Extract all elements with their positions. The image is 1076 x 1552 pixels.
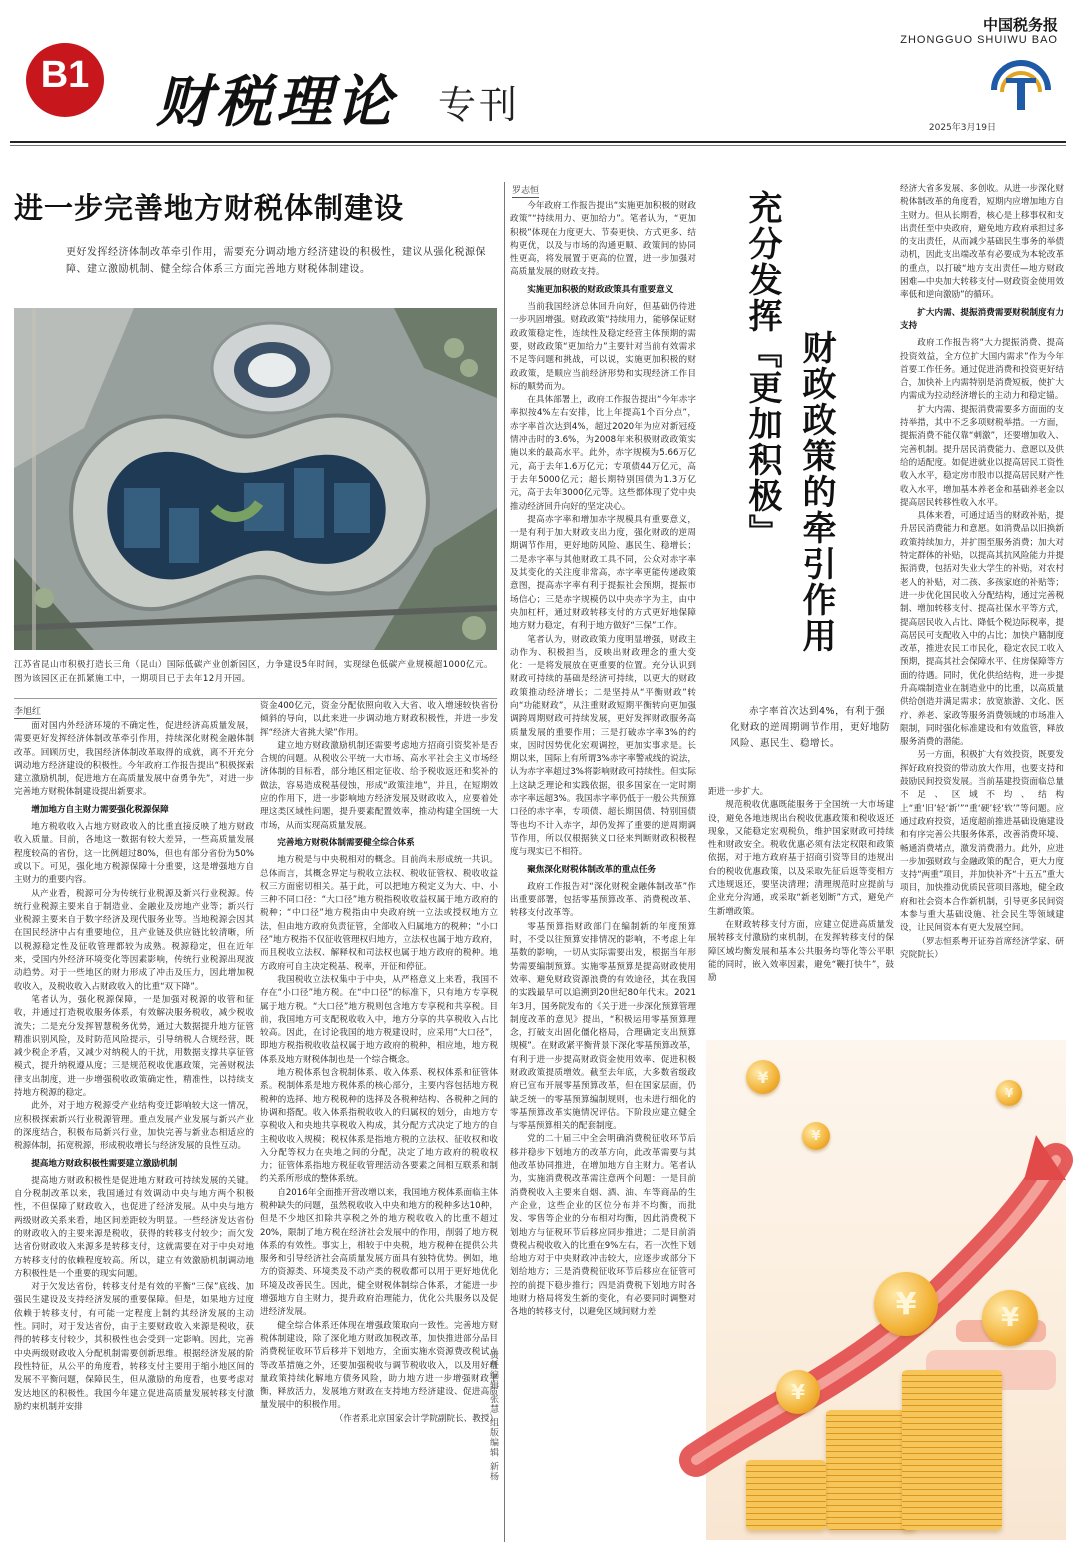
paragraph: 另一方面，积极扩大有效投资，既要发挥好政府投资的带动放大作用，也要支持和鼓励民间投资发展。当前基建投资面临总量不足、区域不均、结构上“重‘旧’轻‘新’”“重‘硬’轻‘软’”等问题。应通过政府投资，适度超前推进基础设施建设和有序完善公共服务体系，改善消费环境、畅通消费堵点，激发消费潜力。此外，应进一步加强财政与金融政策的配合，更大力度支持“两重”项目，并加快补齐“十五五”重大项目，加快推动优质民营项目落地，健全政府和社会资本合作新机制，引导更多民间资本参与重大基础设施、社会民生等领域建设，让民间资本有更大发展空间。 [900, 750, 1064, 934]
paragraph: 对于欠发达省份，转移支付是有效的平衡“三保”底线、加强民生建设及支持经济发展的重要保障。但是，如果地方过度依赖于转移支付，有可能一定程度上制约其经济发展的主动性。同时，对于发达省份，由于主要财政收入来源是税收，获得的转移支付较少，其积极性也会受到一定影响。因此，完善中央两级财政收入分配机制需要创新思维。根据经济发展的阶段性特征，从公平的角度看，转移支付主要用于缩小地区间的发展不平衡问题，保障民生，但从激励的角度看，也要考虑对发达地区的积极性。我国今年建立促进高质量发展转移支付激励约束机制并安排 [14, 1282, 254, 1412]
page-code: B1 [40, 54, 90, 96]
paragraph: 当前我国经济总体回升向好，但基础仍待进一步巩固增强。财政政策“持续用力，能够保证财政政策稳定性，连续性及稳定经营主体预期的需要，财政政策“更加给力”主要针对当前有效需求不足等问题和挑战，可以说，实施更加积极的财政政策，是顺应当前经济形势和实现经济工作目标的顺势而为。 [510, 302, 696, 392]
article1-photo [14, 308, 497, 650]
article2-deck: 赤字率首次达到4%，有利于强化财政的逆周期调节作用，更好地防风险、惠民生、稳增长。 [730, 706, 891, 749]
caption-rule [14, 698, 497, 699]
paragraph: 距进一步扩大。 [708, 787, 769, 797]
paragraph: 笔者认为，财政政策力度明显增强，财政主动作为、积极担当，反映出财政理念的重大变化：一是将发展放在更重要的位置。充分认识到财政可持续的基础是经济可持续，以更大的财政政策推动经济增长；二是坚持从“平衡财政”转向“功能财政”，从注重财政短期平衡转向更加强调跨周期财政可持续发展，更好发挥财政服务高质量发展的重要作用；三是打破赤字率3%的约束，因时因势优化宏观调控，更加实事求是。长期以来，国际上有所谓3%赤字率警戒线的说法，认为赤字率超过3%将影响财政可持续性。但实际上这缺乏理论和实践依据，很多国家在一定时期赤字率远超3%。我国赤字率仍低于一般公共预算口径的赤字率，专项债、超长期国债、特别国债等也均不计入赤字，却仍发挥了重要的逆周期调节作用，所以仅根据狭义口径来判断财政积极程度与现实已不相符。 [510, 634, 696, 858]
paragraph: 笔者认为，强化税源保障，一是加强对税源的收管和征收，并通过打造税收服务体系，有效解决服务税收，减少税收流失；二是充分发挥智慧税务优势，通过大数据提升地方征管精准识别风险，及时防范风险提示，引导纳税人合规经营，既减少税企矛盾，又减少对纳税人的干扰，用数据支撑共享征管模式，提升纳税遵从度；三是规范税收优惠政策，完善财税法律支出制度，进一步增强税收政策确定性，精准性，以持续支持地方税源的稳定。 [14, 994, 254, 1099]
paragraph: 政府工作报告将“大力提振消费、提高投资效益，全方位扩大国内需求”作为今年首要工作任务。通过促进消费和投资更好结合，加快补上内需特别是消费短板，使扩大内需成为拉动经济增长的主动力和稳定锚。 [900, 338, 1064, 402]
paragraph: 提高赤字率和增加赤字规模具有重要意义，一是有利于加大财政支出力度，强化财政的逆周期调节作用，更好地防风险、惠民生、稳增长；二是赤字率与其他财政工具不同，公众对赤字率及其变化的关注度非常高，赤字率更能传递政策意图，提高赤字率有利于提振社会预期，提振市场信心；三是赤字规模仍以中央赤字为主，由中央加杠杆，通过财政转移支付的方式更好地保障地方财力稳定，有利于地方做好“三保”工作。 [510, 514, 696, 632]
paper-name-en: ZHONGGUO SHUIWU BAO [900, 34, 1058, 46]
article2-author: 罗志恒 [512, 183, 539, 198]
subheading: 扩大内需、提振消费需要财税制度有力支持 [900, 307, 1064, 331]
article2-title-line1: 充分发挥『更加积极』 [742, 190, 782, 550]
author-note: （作者系北京国家会计学院副院长、教授） [334, 1413, 498, 1424]
paragraph: 扩大内需、提振消费需要多方面面的支持举措，其中不乏多项财税举措。一方面，提振消费不能仅靠“刺激”，还要增加收入、完善机制。提升居民消费能力、意愿以及供给的适配度。如促进就业以提高居民工资性收入水平，稳定房市股市以提高居民财产性收入水平，增加基本养老金和基础养老金以提高居民转移性收入水平。 [900, 404, 1064, 508]
coin-stack [746, 1460, 826, 1530]
coin-icon: ¥ [874, 1272, 938, 1336]
section-subtitle: 专刊 [438, 83, 521, 127]
subheading: 完善地方财税体制需要健全综合体系 [277, 837, 415, 848]
article1-title: 进一步完善地方财税体制建设 [14, 191, 405, 225]
subheading: 聚焦深化财税体制改革的重点任务 [527, 864, 657, 875]
paragraph: 在具体部署上，政府工作报告提出“今年赤字率拟按4%左右安排，比上年提高1个百分点”，赤字率首次达到4%，超过2020年为应对新冠疫情冲击时的3.6%，为2008年来积极财政政策实施以来的最高水平。此外，赤字规模为5.66万亿元，高于去年1.6万亿元；专项债44万亿元，高于去年5000亿元；超长期特别国债为1.3万亿元，高于去年3000亿元等。这些都体现了党中央推动经济回升向好的坚定决心。 [510, 395, 696, 512]
subheading: 实施更加积极的财政政策具有重要意义 [527, 284, 674, 295]
editor-credit: 责任编辑 张慧 组版编辑 新杨 [488, 1350, 498, 1482]
paragraph: 地方税体系包含税制体系、收入体系、税权体系和征管体系。税制体系是地方税体系的核心部分，主要内容包括地方税税种的选择、地方税税种的选择及各税种结构、各税种之间的协调和搭配。收入体系指税收收入的归属权的划分，由地方专享税收入和央地共享税收入构成，其分配方式决定了地方的自主税收收入规模；税权体系是指地方税的立法权、征收权和收入分配等权力在央地之间的分配，决定了地方政府的税收权力；征管体系指地方税征收管理活动各要素之间相互联系和制约关系所形成的整体系统。 [260, 1068, 498, 1185]
author-note: （罗志恒系粤开证券首席经济学家、研究院院长） [900, 936, 1064, 960]
paragraph: 在财政转移支付方面，应建立促进高质量发展转移支付激励约束机制，在发挥转移支付的保障区域均衡发展和基本公共服务均等化等公平职能的同时，嵌入效率因素，避免“鞭打快牛”，鼓励 [708, 919, 894, 984]
paragraph: 此外，对于地方税源受产业结构变迁影响较大这一情况，应积极探索新兴行业税源管理。重点发展产业发展与新兴产业的深度结合，积极布局新兴行业，加快完善与新业态相适应的税源体制，拓宽税源，形成税收增长与经济发展的良性互动。 [14, 1101, 254, 1152]
paragraph: 健全综合体系还体现在增强政策取向一致性。完善地方财税体制建设，除了深化地方财政加税改革，加快推进部分品目消费税征收环节后移并下划地方，全面实施水资源费改税试点等改革措施之外，还要加强税收与调节税收收入，以及用好增量政策持续化解地方债务风险，助力地方进一步增强财政平衡，释放活力，发展地方财政在支持地方经济建设、促进高质量发展中的积极作用。 [260, 1320, 498, 1411]
paper-name-cn: 中国税务报 [982, 16, 1058, 34]
coin-icon: ¥ [776, 1370, 820, 1414]
coin-icon: ¥ [982, 1290, 1038, 1346]
article2-column-5 [900, 183, 1064, 1023]
article1-column-1 [14, 720, 254, 1538]
coin-icon: ¥ [996, 1080, 1022, 1106]
header-rule [10, 141, 1066, 143]
article1-author: 李旭红 [14, 704, 41, 719]
article1-photo-caption: 江苏省昆山市积极打造长三角（昆山）国际低碳产业创新园区，力争建设5年时间，实现绿色低碳产业规模超1000亿元。图为该园区正在抓紧施工中，一期项目已于去年12月开园。 [14, 660, 494, 684]
article2-title-line2: 财政政策的牵引作用 [796, 330, 836, 654]
article2-column-3 [510, 200, 696, 1536]
paragraph: 提高地方财政积极性是促进地方财政可持续发展的关键。自分税制改革以来，我国通过有效调动中央与地方两个积极性，不但保障了财政收入，也促进了经济发展。从中央与地方两级财政关系来看，地区间差距较为明显。一些经济发达省份的财政收入的主要来源是税收，获得的转移支付较少；而欠发达省份财政收入来源多是转移支付，这就需要在对于中央对地方转移支付的依赖程度较高。所以，建立有效激励机制调动地方积极性是一个重要的现实问题。 [14, 1175, 254, 1279]
paragraph: 经济大省多发展、多创收。从进一步深化财税体制改革的角度看，短期内应增加地方自主财力。但从长期看，核心是上移事权和支出责任至中央政府，避免地方政府承担过多的支出责任，从而减少基础民生事务的举债动机，因此支出端改革有必要成为本轮改革的重点，以打破“地方支出责任—地方财政困难—中央加大转移支付—财政资金使用效率低和逆向激励”的循环。 [900, 184, 1064, 301]
coin-icon: ¥ [746, 1060, 780, 1094]
article-divider [504, 182, 505, 1542]
header-rule-thin [10, 145, 1066, 146]
coin-stack [902, 1370, 1002, 1530]
issue-date: 2025年3月19日 [928, 123, 996, 133]
paragraph: 零基预算指财政部门在编制新的年度预算时，不受以往预算安排情况的影响，不考虑上年基数的影响，一切从实际需要出发，根据当年形势需要编制预算。实施零基预算是提高财政使用效率、避免财政资源浪费的有效途径，其在我国的实践最早可以追溯到20世纪80年代末。2021年3月，国务院发布的《关于进一步深化预算管理制度改革的意见》提出，“积极运用零基预算理念，打破支出固化僵化格局，合理确定支出预算规模”。在财政紧平衡背景下深化零基预算改革，有利于进一步提高财政资金使用效率、促进积极财政政策提质增效。截至去年底，大多数省级政府已宣布开展零基预算改革，但在国家层面，仍缺乏统一的零基预算编制规则，也未进行细化的零基预算改革实施情况评估。下阶段应建立健全与零基预算相关的配套制度。 [510, 921, 696, 1132]
paragraph: 地方税是与中央税相对的概念。目前尚未形成统一共识。总体而言，其概念界定与税收立法权、税收征管权、税收收益权三方面密切相关。基于此，可以把地方税定义为大、中、小三种不同口径：“大口径”地方税指税收收益权属于地方政府的税种；“中口径”地方税指由中央政府统一立法或授权地方立法，但由地方政府负责征管，全部收入归属地方的税种；“小口径”地方税指不仅征收管理权归地方，立法权也属于地方政府，而且税收立法权、解释权和司法权也属于地方政府的税种。地方政府可自主决定税基、税率，开征和停征。 [260, 855, 498, 972]
paragraph: 地方税收收入占地方财政收入的比重直接反映了地方财政收入质量。目前，各地这一数据有较大差异，一些高质量发展程度较高的省份，这一比例超过80%，但也有部分省份为50%或以下。可见，强化地方税源保障十分重要，这是增强地方自主财力的重要内容。 [14, 822, 254, 886]
article1-deck: 更好发挥经济体制改革牵引作用，需要充分调动地方经济建设的积极性，建议从强化税源保障、建立激励机制、健全综合体系三方面完善地方财税体制建设。 [66, 247, 486, 275]
paragraph: 具体来看，可通过适当的财政补贴，提升居民消费能力和意愿。如消费品以旧换新政策持续加力，并扩围至服务消费；加大对特定群体的补贴，以提高其抗风险能力并提振消费，包括对失业大学生的补贴，对农村老人的补贴，对二孩、多孩家庭的补贴等；进一步优化国民收入分配结构，通过完善税制、增加转移支付、提高社保水平等方式，提高居民收入占比、降低个税边际税率，提高居民可支配收入中的占比；加快户籍制度改革，推进农民工市民化，稳定农民工收入预期，提高其社会保障水平、住房保障等方面的待遇。同时，优化供给结构，进一步提升高端制造业在制造业中的比重，以高质量供给创造并满足需求；放宽旅游、文化、医疗、养老、家政等服务消费领域的市场准入限制，同时强化标准建设和有效监管，释放服务消费的潜能。 [900, 511, 1064, 748]
article1-column-2 [260, 700, 498, 1538]
subheading: 增加地方自主财力需要强化税源保障 [31, 804, 169, 815]
paragraph: 政府工作报告对“深化财税金融体制改革”作出重要部署，包括零基预算改革、消费税改革、转移支付改革等。 [510, 881, 696, 919]
paragraph: 资金400亿元，资金分配依照向收入大省、收入增速较快省份倾斜的导向，以此来进一步调动地方财政积极性，并进一步发挥“经济大省挑大梁”作用。 [260, 701, 498, 738]
coin-icon: ¥ [802, 1122, 830, 1150]
paragraph: 自2016年全面推开营改增以来，我国地方税体系面临主体税种缺失的问题，虽然税收收入中央和地方的税种多达10种，但是不少地区扣除共享税之外的地方税收收入的比重不超过20%，限制了地方税在经济社会发展中的作用，削弱了地方税体系的有效性。事实上，相较于中央税，地方税种在提供公共服务和引导经济社会高质量发展方面具有独特优势。例如，地方的资源类、环境类及不动产类的税收都可以用于更好地优化环境及改善民生。因此，健全财税体制综合体系，才能进一步增强地方自主财力，提升政府治理能力，优化公共服务以及促进经济发展。 [260, 1187, 498, 1318]
paragraph: 建立地方财政激励机制还需要考虑地方招商引资奖补是否合规的问题。从税收公平统一大市场、高水平社会主义市场经济体制的目标看，部分地区相定征收、给予税收返还和奖补的做法，容易造成税基侵蚀，形成“政策洼地”，并且，在短期效应的作用下，进一步影响地方经济发展及财政收入，应要着处理这类区域性问题，提升要素配置效率，推动构建全国统一大市场，从而实现高质量发展。 [260, 740, 498, 831]
paper-logo [988, 60, 1054, 116]
section-title: 财税理论 [156, 69, 396, 135]
paragraph: 规范税收优惠既能服务于全国统一大市场建设，避免各地违规出台税收优惠政策和税收返还现象，又能稳定宏观税负，维护国家财政可持续性和财政安全。税收优惠必须有法定权限和政策依据，对于地方政府基于招商引资等目的违规出台的税收优惠政策，以及采取先征后返等变相方式违规返还，要坚决清理；清理规范时应提前与企业充分沟通，或采取“新老划断”方式，避免产生新增政策。 [708, 800, 894, 917]
article2-column-4 [708, 786, 894, 984]
coin-illustration [706, 1040, 1066, 1540]
subheading: 提高地方财政积极性需要建立激励机制 [31, 1158, 178, 1169]
paragraph: 今年政府工作报告提出“实施更加积极的财政政策”“持续用力、更加给力”。笔者认为，“更加积极”体现在力度更大、节奏更快、方式更多、结构更优，以及与市场的沟通更顺、政策间的协同性更高，将发展置于更高的位置，进一步加强对高质量发展的财政支持。 [510, 201, 696, 278]
paragraph: 从产业看，税源可分为传统行业税源及新兴行业税源。传统行业税源主要来自于制造业、金融业及房地产业等；新兴行业税源主要来自于数字经济及现代服务业等。当地税源会因其在国民经济中占有重要地位，且产业链及供应链比较清晰，所以税源稳定性及征收管理都较为成熟。税源稳定，但在近年来，受国内外经济环境变化等因素影响，传统行业税源出现波动趋势。对于一些地区的财力形成了冲击及压力，因此增加税收收入，及税收收入占财政收入的比重“双下降”。 [14, 888, 254, 992]
paragraph: 面对国内外经济环境的不确定性，促进经济高质量发展，需要更好发挥经济体制改革牵引作用，持续深化财税金融体制改革。回顾历史，我国经济体制改革取得的成就，离不开充分调动地方经济建设的积极性。今年政府工作报告提出“积极探索建立激励机制，促进地方在高质量发展中奋勇争先”，对进一步完善地方财税体制建设提出新要求。 [14, 721, 254, 798]
paragraph: 党的二十届三中全会明确消费税征收环节后移并稳步下划地方的改革方向，此改革需要与其他改革协同推进，在增加地方自主财力。笔者认为，实施消费税改革需注意两个问题：一是目前消费税收入主要来自烟、酒、油、车等商品的生产企业，这些企业的区位分布并不均衡，而批发、零售等企业的分布相对均衡，因此消费税下划地方与征税环节后移应同步推进；二是目前消费税占税收收入的比重在9%左右，若一次性下划给地方对于中央财政冲击较大，应逐步或部分下划给地方；三是消费税征收环节后移应在征管可控的前提下稳步推行；四是消费税下划地方时各地财力格局将发生新的变化，有必要同时调整对各地的转移支付，以避免区域间财力差 [510, 1134, 696, 1318]
paragraph: 我国税收立法权集中于中央，从严格意义上来看，我国不存在“小口径”地方税。在“中口径”的标准下，只有地方专享税属于地方税。“大口径”地方税则包含地方专享税和共享税。目前，我国地方可支配税收收入中，地方分享的共享税收入占比较高。因此，在讨论我国的地方税建设时，应采用“大口径”，即地方税指税收收益权属于地方政府的税种，相应地，地方税体系及地方财税体制也是一个综合概念。 [260, 974, 498, 1065]
